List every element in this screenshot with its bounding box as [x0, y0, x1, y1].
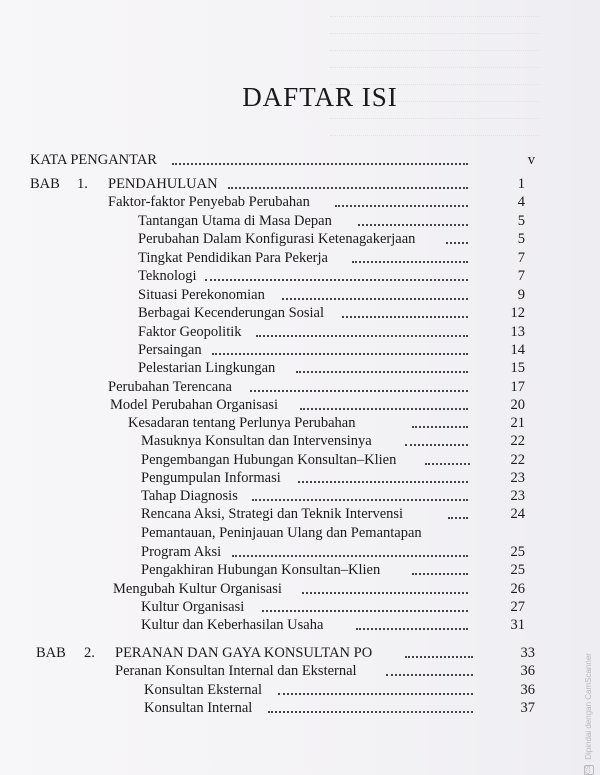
dot-leader [268, 710, 473, 713]
toc-entry [0, 395, 600, 415]
dot-leader [232, 554, 468, 557]
dot-leader [356, 627, 468, 630]
entry-title: Tantangan Utama di Masa Depan [138, 213, 332, 229]
toc-entry [0, 560, 600, 580]
entry-title: Konsultan Internal [144, 700, 253, 716]
entry-page: 7 [517, 268, 525, 284]
entry-page: 21 [510, 415, 525, 431]
entry-page: 14 [510, 342, 525, 358]
entry-title: Pengakhiran Hubungan Konsultan–Klien [141, 562, 381, 578]
entry-page: 37 [520, 700, 535, 716]
chapter-label: BAB [30, 176, 60, 192]
dot-leader [352, 260, 468, 263]
dot-leader [425, 462, 470, 465]
entry-title: Tingkat Pendidikan Para Pekerja [138, 250, 328, 266]
toc-entry [0, 615, 600, 635]
entry-title: Perubahan Dalam Konfigurasi Ketenagakerjaan [138, 231, 416, 247]
toc-entry [0, 192, 600, 212]
toc-entry [0, 504, 600, 524]
chapter-number: 1. [77, 176, 88, 192]
entry-page: 17 [510, 379, 525, 395]
entry-page: 5 [517, 213, 525, 229]
dot-leader [302, 591, 468, 594]
toc-entry [0, 150, 600, 170]
show-through-text [330, 0, 540, 140]
entry-page: 15 [510, 360, 525, 376]
dot-leader [252, 498, 468, 501]
toc-entry [0, 450, 600, 470]
dot-leader [250, 389, 468, 392]
entry-title: Peranan Konsultan Internal dan Eksternal [115, 663, 357, 679]
entry-title: Pengembangan Hubungan Konsultan–Klien [141, 452, 397, 468]
toc-entry [0, 468, 600, 488]
toc-entry [0, 229, 600, 249]
entry-page: 26 [510, 581, 525, 597]
dot-leader [262, 609, 468, 612]
chapter-label: BAB [36, 645, 66, 661]
dot-leader [282, 297, 468, 300]
entry-title: Program Aksi [141, 544, 222, 560]
dot-leader [172, 162, 468, 165]
toc-entry [0, 413, 600, 433]
toc-entry [0, 322, 600, 342]
dot-leader [405, 443, 468, 446]
dot-leader [212, 352, 468, 355]
entry-page: 31 [510, 617, 525, 633]
toc-entry [0, 597, 600, 617]
dot-leader [412, 572, 468, 575]
entry-page: v [527, 152, 535, 168]
dot-leader [405, 655, 473, 658]
dot-leader [386, 673, 473, 676]
dot-leader [446, 241, 468, 244]
toc-entry [0, 579, 600, 599]
camscanner-icon: CS [586, 765, 592, 774]
scanner-watermark [584, 640, 596, 775]
toc-entry [0, 303, 600, 323]
entry-page: 7 [517, 250, 525, 266]
toc-entry [0, 377, 600, 397]
entry-page: 24 [510, 506, 525, 522]
entry-title: Model Perubahan Organisasi [110, 397, 279, 413]
entry-page: 23 [510, 488, 525, 504]
entry-page: 13 [510, 324, 525, 340]
toc-entry [0, 486, 600, 506]
dot-leader [412, 425, 468, 428]
entry-title: Konsultan Eksternal [144, 682, 262, 698]
toc-entry [0, 523, 600, 543]
entry-title: Persaingan [138, 342, 202, 358]
toc-entry [0, 661, 600, 681]
toc-entry [0, 266, 600, 286]
entry-page: 27 [510, 599, 525, 615]
toc-entry [0, 431, 600, 451]
entry-title: Masuknya Konsultan dan Intervensinya [141, 433, 372, 449]
entry-title: Tahap Diagnosis [141, 488, 238, 504]
dot-leader [298, 480, 468, 483]
entry-page: 9 [517, 287, 525, 303]
entry-page: 33 [520, 645, 535, 661]
chapter-number: 2. [84, 645, 95, 661]
toc-entry [0, 358, 600, 378]
entry-title: Perubahan Terencana [108, 379, 232, 395]
dot-leader [278, 692, 473, 695]
toc-entry [0, 542, 600, 562]
dot-leader [448, 516, 468, 519]
entry-page: 4 [517, 194, 525, 210]
entry-title: Teknologi [138, 268, 197, 284]
entry-page: 36 [520, 663, 535, 679]
toc-entry [0, 340, 600, 360]
entry-page: 25 [510, 544, 525, 560]
entry-page: 1 [517, 176, 525, 192]
toc-entry [0, 698, 600, 718]
entry-page: 20 [510, 397, 525, 413]
entry-title: Kesadaran tentang Perlunya Perubahan [128, 415, 356, 431]
entry-title: Pemantauan, Peninjauan Ulang dan Pemantapan [141, 525, 422, 541]
dot-leader [358, 223, 468, 226]
dot-leader [256, 334, 468, 337]
entry-title: Rencana Aksi, Strategi dan Teknik Intervensi [141, 506, 404, 522]
entry-title: KATA PENGANTAR [30, 152, 157, 168]
entry-title: Mengubah Kultur Organisasi [113, 581, 282, 597]
toc-entry [0, 285, 600, 305]
entry-title: Pelestarian Lingkungan [138, 360, 276, 376]
entry-title: Situasi Perekonomian [138, 287, 265, 303]
entry-page: 12 [510, 305, 525, 321]
entry-title: Faktor Geopolitik [138, 324, 242, 340]
toc-chapter [0, 643, 600, 663]
entry-page: 5 [517, 231, 525, 247]
dot-leader [335, 204, 468, 207]
toc-entry [0, 680, 600, 700]
page-title: DAFTAR ISI [242, 82, 398, 112]
entry-title: Kultur dan Keberhasilan Usaha [141, 617, 324, 633]
entry-title: Pengumpulan Informasi [141, 470, 281, 486]
dot-leader [342, 315, 468, 318]
toc-entry [0, 248, 600, 268]
entry-page: 23 [510, 470, 525, 486]
entry-page: 22 [510, 433, 525, 449]
entry-page: 25 [510, 562, 525, 578]
dot-leader [228, 186, 468, 189]
dot-leader [300, 407, 468, 410]
entry-page: 22 [510, 452, 525, 468]
toc-chapter [0, 174, 600, 194]
toc-entry [0, 211, 600, 231]
entry-page: 36 [520, 682, 535, 698]
entry-title: Berbagai Kecenderungan Sosial [138, 305, 325, 321]
entry-title: Faktor-faktor Penyebab Perubahan [108, 194, 310, 210]
scanner-watermark-text: Dipindai dengan CamScanner [584, 653, 593, 760]
entry-title: PERANAN DAN GAYA KONSULTAN PO [115, 645, 373, 661]
entry-title: PENDAHULUAN [108, 176, 218, 192]
entry-title: Kultur Organisasi [141, 599, 245, 615]
dot-leader [205, 278, 468, 281]
dot-leader [296, 370, 468, 373]
